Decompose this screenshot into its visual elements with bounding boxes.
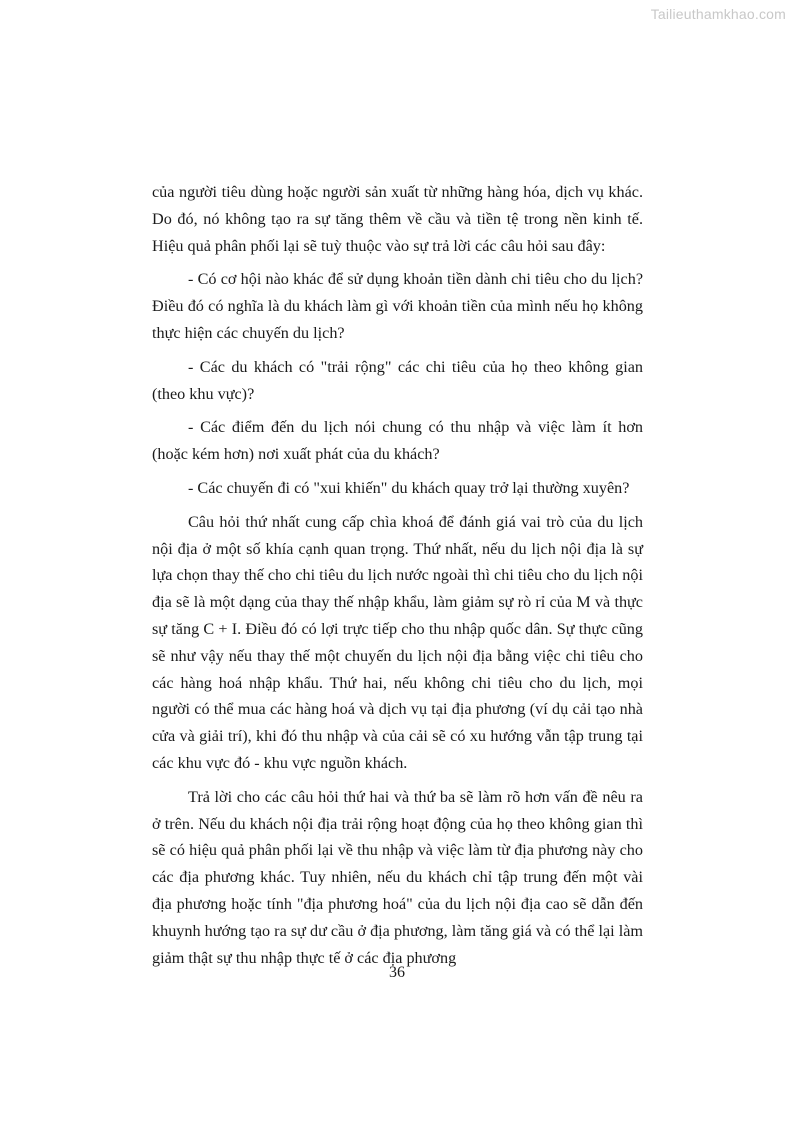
paragraph-first-question: Câu hỏi thứ nhất cung cấp chìa khoá để đánh giá vai trò của du lịch nội địa ở một số khía cạnh quan trọng. Thứ nhất, nếu du lịch nội địa là sự lựa chọn thay thế cho chi tiêu du lịch nước ngoài thì chi tiêu cho du lịch nội địa sẽ là một dạng của thay thế nhập khẩu, làm giảm sự rò rỉ của M và thực sự tăng C + I. Điều đó có lợi trực tiếp cho thu nhập quốc dân. Sự thực cũng sẽ như vậy nếu thay thế một chuyến du lịch nội địa bằng việc chi tiêu cho các hàng hoá nhập khẩu. Thứ hai, nếu không chi tiêu cho du lịch, mọi người có thể mua các hàng hoá và dịch vụ tại địa phương (ví dụ cải tạo nhà cửa và giải trí), khi đó thu nhập và của cải sẽ có xu hướng vẫn tập trung tại các khu vực đó - khu vực nguồn khách.	[152, 512, 643, 772]
question-item-2: - Các du khách có "trải rộng" các chi tiêu của họ theo không gian (theo khu vực)?	[152, 357, 643, 403]
page-body	[152, 179, 643, 978]
page-number: 36	[389, 964, 405, 981]
question-item-4: - Các chuyến đi có "xui khiến" du khách quay trở lại thường xuyên?	[188, 478, 630, 497]
paragraph-second-third-questions: Trả lời cho các câu hỏi thứ hai và thứ ba sẽ làm rõ hơn vấn đề nêu ra ở trên. Nếu du khách nội địa trải rộng hoạt động của họ theo không gian thì sẽ có hiệu quả phân phối lại về thu nhập và việc làm từ địa phương này cho các địa phương khác. Tuy nhiên, nếu du khách chỉ tập trung đến một vài địa phương hoặc tính "địa phương hoá" của du lịch nội địa cao sẽ dẫn đến khuynh hướng tạo ra sự dư cầu ở địa phương, làm tăng giá và có thể lại làm giảm thật sự thu nhập thực tế ở các địa phương	[152, 787, 643, 967]
question-item-1: - Có cơ hội nào khác để sử dụng khoản tiền dành chi tiêu cho du lịch? Điều đó có nghĩa là du khách làm gì với khoản tiền của mình nếu họ không thực hiện các chuyến du lịch?	[152, 270, 643, 342]
paragraph-continuation: của người tiêu dùng hoặc người sản xuất từ những hàng hóa, dịch vụ khác. Do đó, nó không tạo ra sự tăng thêm về cầu và tiền tệ trong nền kinh tế. Hiệu quả phân phối lại sẽ tuỳ thuộc vào sự trả lời các câu hỏi sau đây:	[152, 183, 643, 255]
question-item-3: - Các điểm đến du lịch nói chung có thu nhập và việc làm ít hơn (hoặc kém hơn) nơi xuất phát của du khách?	[152, 418, 643, 464]
watermark-text: Tailieuthamkhao.com	[650, 6, 786, 22]
